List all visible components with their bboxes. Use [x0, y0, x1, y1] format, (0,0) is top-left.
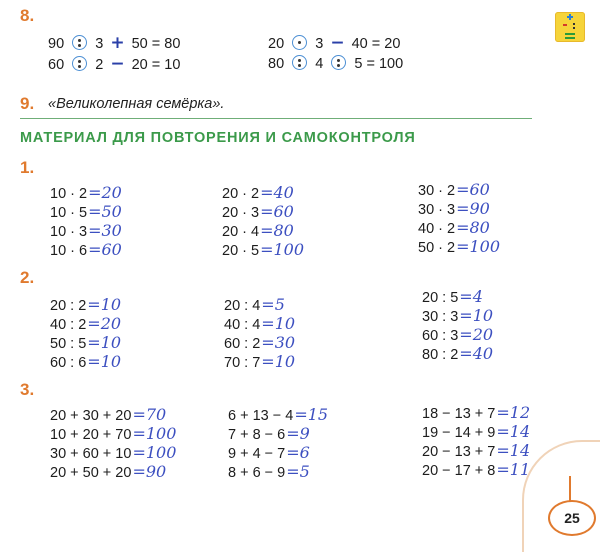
operand: 90: [48, 36, 65, 52]
handwritten-answer: =5: [286, 462, 310, 481]
handwritten-answer: =20: [87, 314, 122, 333]
exercise-row: [50, 222, 122, 241]
handwritten-answer: =30: [261, 333, 296, 352]
handwritten-answer: =10: [87, 333, 122, 352]
task-8-left-row-2: [48, 55, 180, 74]
exercise-row: [50, 444, 176, 463]
exercise-row: [50, 184, 122, 203]
exercise-row: [418, 238, 500, 257]
math-operations-icon: [555, 12, 585, 42]
operand: 60: [48, 57, 65, 73]
handwritten-answer: =10: [261, 352, 296, 371]
exercise-row: [224, 296, 295, 315]
page-corner-decoration: [522, 440, 600, 552]
minus-mark: −: [330, 33, 345, 53]
exercise-expression: 60 : 3: [422, 328, 459, 344]
handwritten-answer: =11: [496, 460, 531, 479]
exercise-row: [222, 241, 304, 260]
exercise-expression: 40 : 4: [224, 317, 261, 333]
handwritten-answer: =12: [496, 403, 531, 422]
exercise-expression: 20 · 5: [222, 243, 260, 259]
exercise-row: [228, 406, 328, 425]
exercise-expression: 60 : 2: [224, 336, 261, 352]
operand: 80: [268, 56, 285, 72]
exercise-row: [422, 423, 530, 442]
task-2-column-1: [50, 296, 121, 372]
operand: 50: [131, 36, 148, 52]
exercise-row: [50, 353, 121, 372]
task-1-column-3: [418, 181, 500, 257]
exercise-row: [224, 315, 295, 334]
plus-mark: +: [110, 33, 125, 53]
handwritten-answer: =40: [260, 183, 294, 202]
handwritten-answer: =100: [132, 443, 177, 462]
handwritten-answer: =6: [286, 443, 310, 462]
handwritten-answer: =10: [87, 295, 122, 314]
page-number-stem: [569, 476, 571, 501]
task-3-column-1: [50, 406, 176, 482]
exercise-expression: 40 : 2: [50, 317, 87, 333]
exercise-row: [50, 296, 121, 315]
exercise-row: [224, 353, 295, 372]
result: = 10: [151, 57, 181, 73]
exercise-row: [418, 219, 500, 238]
exercise-row: [422, 404, 530, 423]
task-2-column-2: [224, 296, 295, 372]
exercise-expression: 50 : 5: [50, 336, 87, 352]
exercise-expression: 20 · 2: [222, 186, 260, 202]
operand: 4: [315, 56, 324, 72]
handwritten-answer: =30: [88, 221, 122, 240]
task-2-column-3: [422, 288, 493, 364]
one-dot-icon: [292, 35, 307, 50]
exercise-expression: 9 + 4 − 7: [228, 446, 286, 462]
exercise-expression: 60 : 6: [50, 355, 87, 371]
exercise-expression: 10 · 3: [50, 224, 88, 240]
handwritten-answer: =90: [132, 462, 167, 481]
exercise-row: [228, 463, 328, 482]
exercise-row: [422, 442, 530, 461]
exercise-row: [50, 463, 176, 482]
exercise-row: [222, 222, 304, 241]
exercise-expression: 30 · 2: [418, 183, 456, 199]
exercise-row: [418, 200, 500, 219]
operand: 40: [351, 36, 368, 52]
handwritten-answer: =20: [459, 325, 494, 344]
exercise-expression: 40 · 2: [418, 221, 456, 237]
task-9-number: 9.: [20, 94, 35, 113]
exercise-expression: 20 : 2: [50, 298, 87, 314]
handwritten-answer: =14: [496, 441, 531, 460]
handwritten-answer: =10: [261, 314, 296, 333]
exercise-expression: 80 : 2: [422, 347, 459, 363]
exercise-expression: 19 − 14 + 9: [422, 425, 496, 441]
exercise-expression: 8 + 6 − 9: [228, 465, 286, 481]
handwritten-answer: =60: [88, 240, 122, 259]
handwritten-answer: =80: [456, 218, 490, 237]
exercise-expression: 30 : 3: [422, 309, 459, 325]
operand: 20: [268, 36, 285, 52]
handwritten-answer: =5: [261, 295, 285, 314]
handwritten-answer: =100: [132, 424, 177, 443]
handwritten-answer: =100: [260, 240, 305, 259]
exercise-row: [228, 425, 328, 444]
handwritten-answer: =20: [88, 183, 122, 202]
exercise-expression: 20 · 3: [222, 205, 260, 221]
exercise-expression: 20 − 13 + 7: [422, 444, 496, 460]
task-3-column-2: [228, 406, 328, 482]
task-8-left-row-1: [48, 34, 180, 53]
operand: 3: [95, 36, 104, 52]
exercise-row: [50, 334, 121, 353]
result: = 20: [371, 36, 401, 52]
handwritten-answer: =10: [459, 306, 494, 325]
exercise-expression: 10 · 5: [50, 205, 88, 221]
exercise-row: [50, 406, 176, 425]
handwritten-answer: =70: [132, 405, 167, 424]
exercise-expression: 10 + 20 + 70: [50, 427, 132, 443]
operand: 2: [95, 57, 104, 73]
exercise-expression: 20 − 17 + 8: [422, 463, 496, 479]
exercise-expression: 20 : 5: [422, 290, 459, 306]
exercise-row: [222, 203, 304, 222]
operand: 3: [315, 36, 324, 52]
handwritten-answer: =10: [87, 352, 122, 371]
task-8-right-row-2: [268, 55, 403, 73]
exercise-row: [50, 315, 121, 334]
two-dots-icon: [72, 35, 87, 50]
task-1-column-2: [222, 184, 304, 260]
handwritten-answer: =14: [496, 422, 531, 441]
task-8-number: 8.: [20, 6, 35, 25]
exercise-row: [222, 184, 304, 203]
exercise-row: [422, 461, 530, 480]
task-1-column-1: [50, 184, 122, 260]
exercise-row: [422, 307, 493, 326]
exercise-row: [224, 334, 295, 353]
task-2-number: 2.: [20, 268, 35, 287]
exercise-row: [228, 444, 328, 463]
exercise-expression: 6 + 13 − 4: [228, 408, 294, 424]
exercise-expression: 10 · 6: [50, 243, 88, 259]
task-8-right-row-1: [268, 34, 400, 53]
exercise-expression: 7 + 8 − 6: [228, 427, 286, 443]
exercise-row: [422, 345, 493, 364]
handwritten-answer: =90: [456, 199, 490, 218]
handwritten-answer: =40: [459, 344, 494, 363]
exercise-expression: 70 : 7: [224, 355, 261, 371]
task-1-number: 1.: [20, 158, 35, 177]
exercise-expression: 10 · 2: [50, 186, 88, 202]
exercise-expression: 20 + 30 + 20: [50, 408, 132, 424]
page-number: 25: [548, 500, 596, 536]
exercise-row: [422, 326, 493, 345]
exercise-row: [50, 425, 176, 444]
task-3-column-3: [422, 404, 530, 480]
handwritten-answer: =15: [294, 405, 329, 424]
exercise-expression: 30 · 3: [418, 202, 456, 218]
handwritten-answer: =80: [260, 221, 294, 240]
exercise-expression: 20 · 4: [222, 224, 260, 240]
handwritten-answer: =60: [456, 180, 490, 199]
exercise-row: [50, 241, 122, 260]
math-operations-icon-svg: [555, 12, 585, 42]
two-dots-icon: [72, 56, 87, 71]
task-3-number: 3.: [20, 380, 35, 399]
exercise-expression: 20 + 50 + 20: [50, 465, 132, 481]
exercise-row: [418, 181, 500, 200]
handwritten-answer: =60: [260, 202, 294, 221]
exercise-row: [422, 288, 493, 307]
two-dots-icon: [292, 55, 307, 70]
operand: 5: [354, 56, 363, 72]
result: = 100: [366, 56, 404, 72]
exercise-expression: 20 : 4: [224, 298, 261, 314]
handwritten-answer: =9: [286, 424, 310, 443]
handwritten-answer: =4: [459, 287, 483, 306]
handwritten-answer: =100: [456, 237, 501, 256]
exercise-expression: 30 + 60 + 10: [50, 446, 132, 462]
exercise-row: [50, 203, 122, 222]
minus-mark: −: [110, 54, 125, 74]
handwritten-answer: =50: [88, 202, 122, 221]
section-divider: [20, 118, 532, 119]
result: = 80: [151, 36, 181, 52]
exercise-expression: 50 · 2: [418, 240, 456, 256]
two-dots-icon: [331, 55, 346, 70]
exercise-expression: 18 − 13 + 7: [422, 406, 496, 422]
operand: 20: [131, 57, 148, 73]
section-title: МАТЕРИАЛ ДЛЯ ПОВТОРЕНИЯ И САМОКОНТРОЛЯ: [20, 130, 416, 146]
task-9-text: «Великолепная семёрка».: [48, 96, 225, 112]
